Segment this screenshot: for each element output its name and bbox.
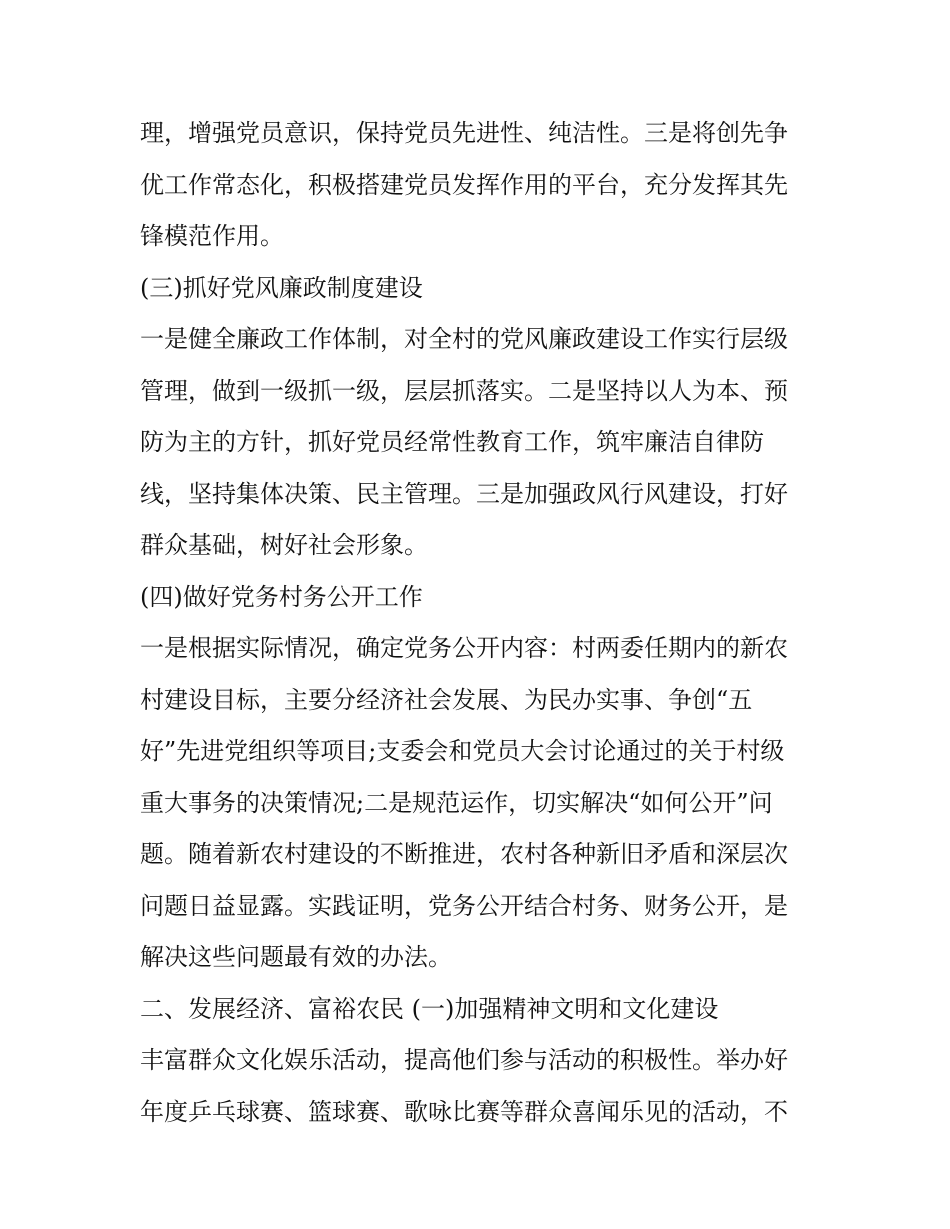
body-line: 解决这些问题最有效的办法。 [140,943,452,971]
section-heading: (四)做好党务村务公开工作 [140,582,423,611]
body-line: 村建设目标，主要分经济社会发展、为民办实事、争创“五 [140,685,753,714]
body-line: 锋模范作用。 [140,222,284,250]
section-heading: (三)抓好党风廉政制度建设 [140,273,423,302]
body-line: 好”先进党组织等项目;支委会和党员大会讨论通过的关于村级 [140,737,785,765]
body-line: 一是根据实际情况，确定党务公开内容：村两委任期内的新农 [140,634,788,662]
body-line: 题。随着新农村建设的不断推进，农村各种新旧矛盾和深层次 [140,840,788,868]
body-line: 丰富群众文化娱乐活动，提高他们参与活动的积极性。举办好 [140,1046,788,1074]
section-heading: 二、发展经济、富裕农民 (一)加强精神文明和文化建设 [140,994,719,1023]
body-line: 重大事务的决策情况;二是规范运作，切实解决“如何公开”问 [140,788,773,817]
body-line: 群众基础，树好社会形象。 [140,531,428,559]
body-line: 理，增强党员意识，保持党员先进性、纯洁性。三是将创先争 [140,119,788,147]
body-line: 一是健全廉政工作体制，对全村的党风廉政建设工作实行层级 [140,325,788,353]
body-line: 年度乒乓球赛、篮球赛、歌咏比赛等群众喜闻乐见的活动，不 [140,1097,788,1126]
body-line: 线，坚持集体决策、民主管理。三是加强政风行风建设，打好 [140,479,788,508]
document-body [140,108,820,1138]
body-line: 优工作常态化，积极搭建党员发挥作用的平台，充分发挥其先 [140,170,788,199]
body-line: 防为主的方针，抓好党员经常性教育工作，筑牢廉洁自律防 [140,428,764,456]
body-line: 管理，做到一级抓一级，层层抓落实。二是坚持以人为本、预 [140,376,788,405]
body-line: 问题日益显露。实践证明，党务公开结合村务、财务公开，是 [140,891,788,920]
